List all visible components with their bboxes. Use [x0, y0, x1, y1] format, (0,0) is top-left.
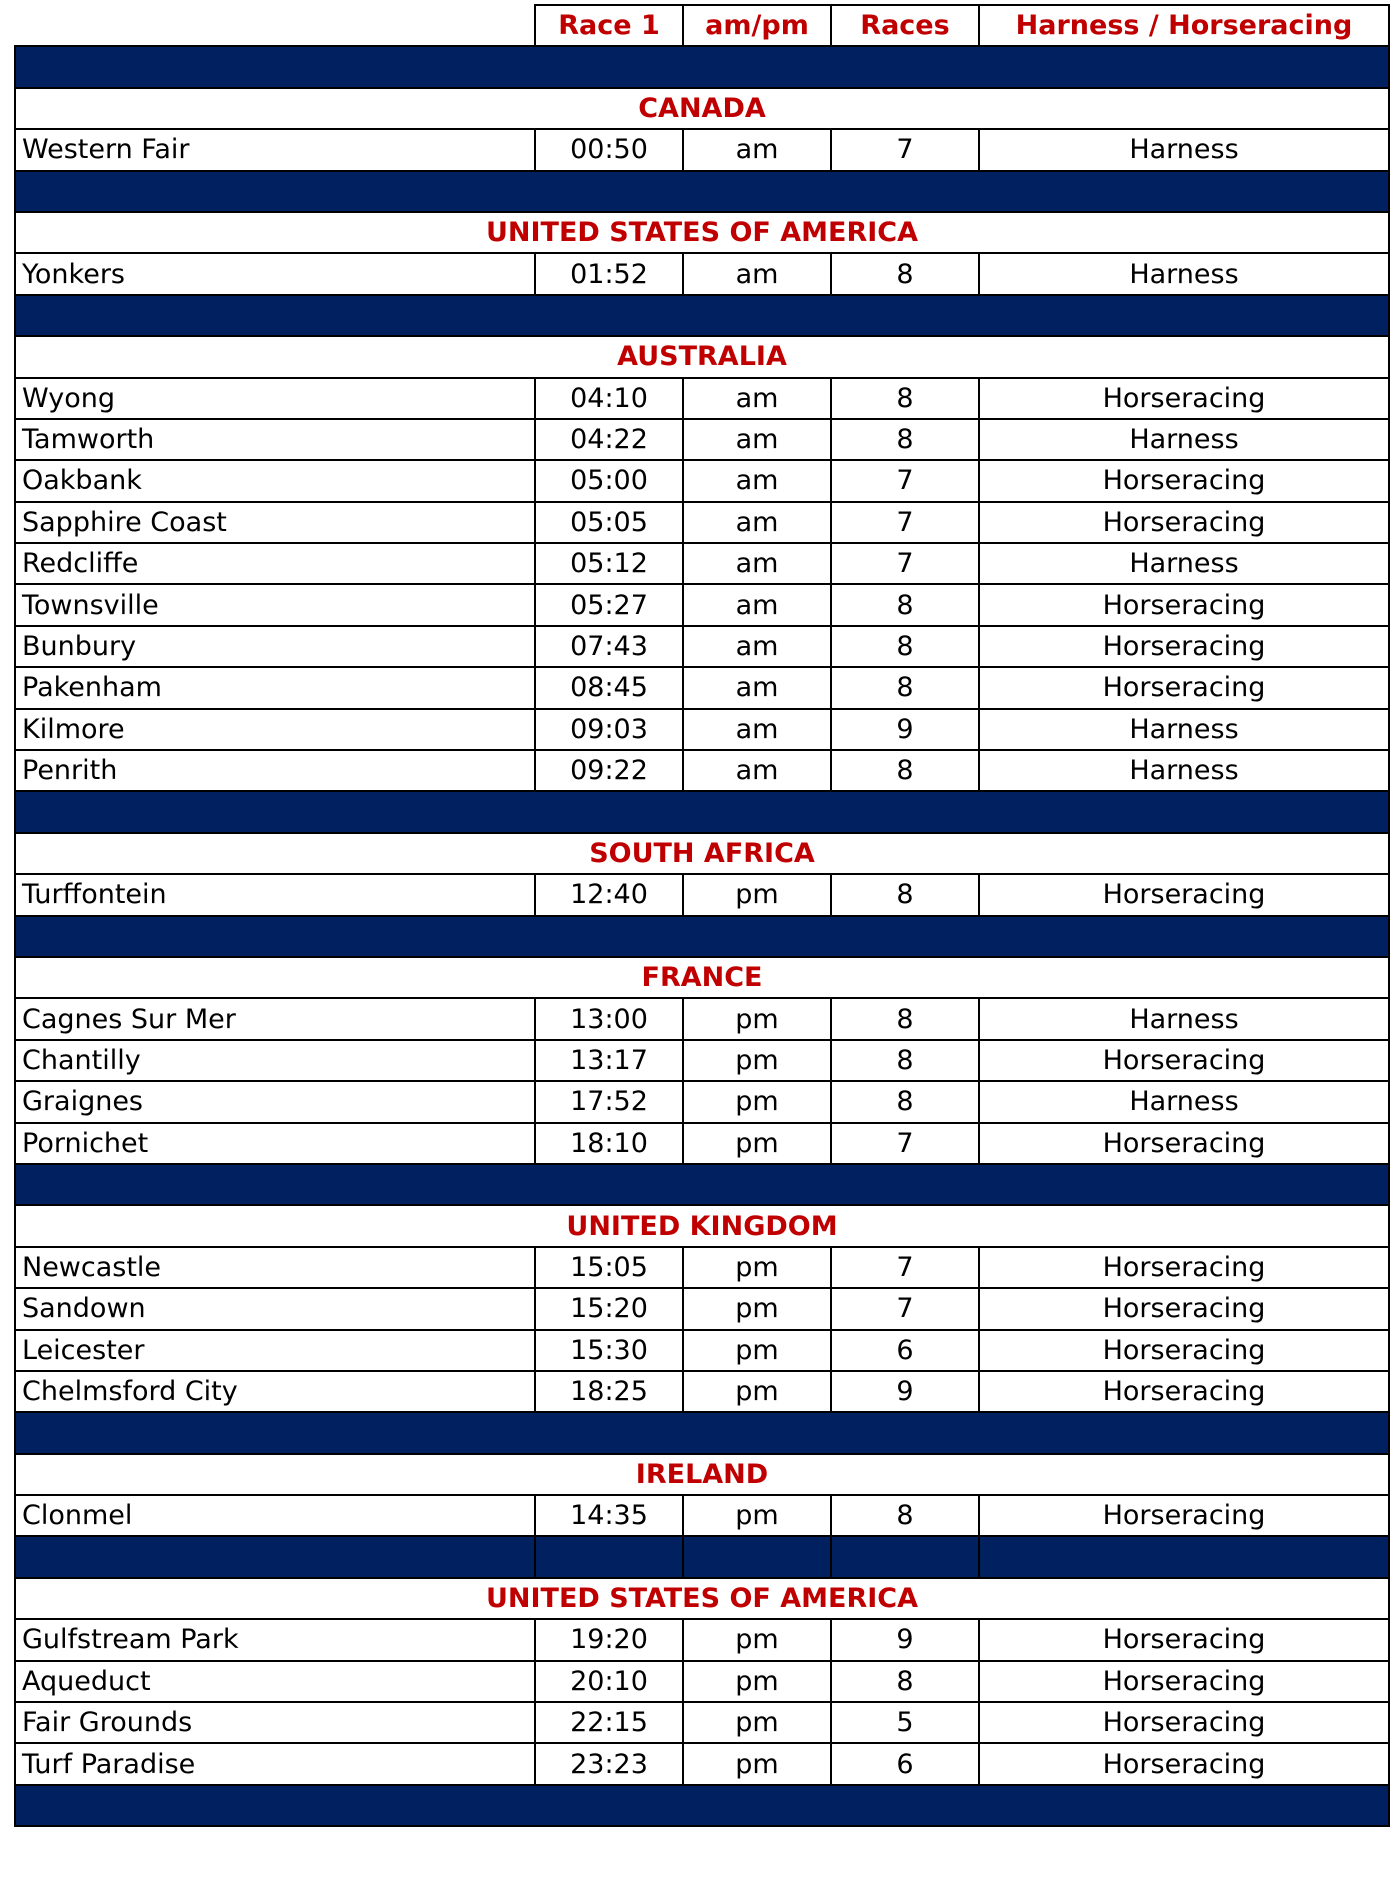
venue-cell: Penrith: [15, 750, 535, 791]
race-type-cell: Horseracing: [979, 1123, 1389, 1164]
ampm-cell: pm: [683, 874, 831, 915]
race-count-cell: 8: [831, 1495, 979, 1536]
divider-band-cell: [979, 1536, 1389, 1577]
race-type-cell: Horseracing: [979, 1495, 1389, 1536]
ampm-cell: am: [683, 129, 831, 170]
race-row: [15, 378, 1389, 419]
race-row: [15, 709, 1389, 750]
country-heading-row: [15, 957, 1389, 998]
race-count-cell: 7: [831, 502, 979, 543]
venue-cell: Pakenham: [15, 667, 535, 708]
race-count-cell: 5: [831, 1702, 979, 1743]
venue-cell: Gulfstream Park: [15, 1619, 535, 1660]
first-race-time-cell: 05:27: [535, 584, 683, 625]
race-row: [15, 1495, 1389, 1536]
venue-cell: Kilmore: [15, 709, 535, 750]
country-heading: FRANCE: [15, 957, 1389, 998]
header-race1: Race 1: [535, 5, 683, 46]
divider-band-cell: [535, 1536, 683, 1577]
divider-band: [15, 1164, 1389, 1205]
divider-band: [15, 916, 1389, 957]
ampm-cell: pm: [683, 1702, 831, 1743]
race-type-cell: Horseracing: [979, 1702, 1389, 1743]
venue-cell: Fair Grounds: [15, 1702, 535, 1743]
first-race-time-cell: 05:05: [535, 502, 683, 543]
venue-cell: Aqueduct: [15, 1661, 535, 1702]
country-heading-row: [15, 833, 1389, 874]
first-race-time-cell: 00:50: [535, 129, 683, 170]
venue-cell: Bunbury: [15, 626, 535, 667]
race-type-cell: Horseracing: [979, 1619, 1389, 1660]
race-count-cell: 6: [831, 1743, 979, 1784]
race-row: [15, 253, 1389, 294]
race-row: [15, 1619, 1389, 1660]
country-heading: UNITED KINGDOM: [15, 1205, 1389, 1246]
venue-cell: Newcastle: [15, 1247, 535, 1288]
race-row: [15, 1743, 1389, 1784]
race-count-cell: 8: [831, 1040, 979, 1081]
venue-cell: Oakbank: [15, 460, 535, 501]
race-type-cell: Horseracing: [979, 584, 1389, 625]
race-row: [15, 1330, 1389, 1371]
header-ampm: am/pm: [683, 5, 831, 46]
ampm-cell: pm: [683, 1495, 831, 1536]
first-race-time-cell: 09:03: [535, 709, 683, 750]
race-count-cell: 7: [831, 460, 979, 501]
race-type-cell: Harness: [979, 1081, 1389, 1122]
venue-cell: Clonmel: [15, 1495, 535, 1536]
race-type-cell: Harness: [979, 709, 1389, 750]
ampm-cell: pm: [683, 1619, 831, 1660]
ampm-cell: am: [683, 502, 831, 543]
country-heading-row: [15, 88, 1389, 129]
venue-cell: Sandown: [15, 1288, 535, 1329]
race-type-cell: Horseracing: [979, 1288, 1389, 1329]
venue-cell: Townsville: [15, 584, 535, 625]
schedule-body: [15, 5, 1389, 1826]
race-type-cell: Horseracing: [979, 1371, 1389, 1412]
ampm-cell: am: [683, 460, 831, 501]
race-type-cell: Horseracing: [979, 1661, 1389, 1702]
divider-band-cell: [15, 916, 1389, 957]
country-heading: SOUTH AFRICA: [15, 833, 1389, 874]
ampm-cell: pm: [683, 1371, 831, 1412]
race-row: [15, 584, 1389, 625]
header-races: Races: [831, 5, 979, 46]
first-race-time-cell: 12:40: [535, 874, 683, 915]
divider-band: [15, 1412, 1389, 1453]
race-count-cell: 8: [831, 1661, 979, 1702]
country-heading: IRELAND: [15, 1454, 1389, 1495]
country-heading: AUSTRALIA: [15, 336, 1389, 377]
ampm-cell: am: [683, 709, 831, 750]
header-row: [15, 5, 1389, 46]
divider-band-cell: [15, 1536, 535, 1577]
divider-band: [15, 46, 1389, 87]
race-count-cell: 8: [831, 584, 979, 625]
ampm-cell: pm: [683, 1288, 831, 1329]
first-race-time-cell: 01:52: [535, 253, 683, 294]
venue-cell: Western Fair: [15, 129, 535, 170]
race-count-cell: 8: [831, 253, 979, 294]
race-count-cell: 9: [831, 1619, 979, 1660]
divider-band: [15, 791, 1389, 832]
divider-band-cell: [15, 1164, 1389, 1205]
venue-cell: Redcliffe: [15, 543, 535, 584]
race-row: [15, 502, 1389, 543]
country-heading-row: [15, 1578, 1389, 1619]
race-count-cell: 8: [831, 626, 979, 667]
first-race-time-cell: 13:00: [535, 998, 683, 1039]
venue-cell: Turffontein: [15, 874, 535, 915]
country-heading: UNITED STATES OF AMERICA: [15, 1578, 1389, 1619]
race-type-cell: Horseracing: [979, 874, 1389, 915]
race-count-cell: 8: [831, 874, 979, 915]
country-heading-row: [15, 1454, 1389, 1495]
race-row: [15, 1247, 1389, 1288]
race-row: [15, 667, 1389, 708]
venue-cell: Leicester: [15, 1330, 535, 1371]
divider-band: [15, 1536, 1389, 1577]
country-heading-row: [15, 1205, 1389, 1246]
divider-band-cell: [831, 1536, 979, 1577]
header-type: Harness / Horseracing: [979, 5, 1389, 46]
ampm-cell: am: [683, 667, 831, 708]
race-row: [15, 460, 1389, 501]
header-blank-cell: [15, 5, 535, 46]
first-race-time-cell: 15:05: [535, 1247, 683, 1288]
race-type-cell: Horseracing: [979, 1040, 1389, 1081]
first-race-time-cell: 22:15: [535, 1702, 683, 1743]
first-race-time-cell: 04:22: [535, 419, 683, 460]
ampm-cell: am: [683, 378, 831, 419]
race-type-cell: Horseracing: [979, 502, 1389, 543]
race-row: [15, 998, 1389, 1039]
venue-cell: Cagnes Sur Mer: [15, 998, 535, 1039]
race-type-cell: Harness: [979, 543, 1389, 584]
first-race-time-cell: 07:43: [535, 626, 683, 667]
ampm-cell: pm: [683, 1040, 831, 1081]
venue-cell: Tamworth: [15, 419, 535, 460]
race-count-cell: 7: [831, 543, 979, 584]
ampm-cell: pm: [683, 1743, 831, 1784]
race-row: [15, 1288, 1389, 1329]
race-schedule-table: [14, 4, 1390, 1827]
first-race-time-cell: 23:23: [535, 1743, 683, 1784]
race-type-cell: Horseracing: [979, 626, 1389, 667]
ampm-cell: am: [683, 584, 831, 625]
first-race-time-cell: 05:12: [535, 543, 683, 584]
divider-band: [15, 1785, 1389, 1826]
first-race-time-cell: 20:10: [535, 1661, 683, 1702]
race-row: [15, 1081, 1389, 1122]
race-count-cell: 7: [831, 1123, 979, 1164]
venue-cell: Yonkers: [15, 253, 535, 294]
ampm-cell: am: [683, 626, 831, 667]
race-type-cell: Horseracing: [979, 460, 1389, 501]
divider-band-cell: [15, 791, 1389, 832]
divider-band-cell: [683, 1536, 831, 1577]
race-count-cell: 6: [831, 1330, 979, 1371]
first-race-time-cell: 09:22: [535, 750, 683, 791]
race-count-cell: 8: [831, 419, 979, 460]
ampm-cell: pm: [683, 1247, 831, 1288]
venue-cell: Chantilly: [15, 1040, 535, 1081]
divider-band-cell: [15, 1412, 1389, 1453]
ampm-cell: pm: [683, 1661, 831, 1702]
race-row: [15, 750, 1389, 791]
ampm-cell: am: [683, 543, 831, 584]
country-heading-row: [15, 336, 1389, 377]
first-race-time-cell: 13:17: [535, 1040, 683, 1081]
race-count-cell: 8: [831, 998, 979, 1039]
race-row: [15, 874, 1389, 915]
race-count-cell: 8: [831, 378, 979, 419]
ampm-cell: am: [683, 253, 831, 294]
divider-band-cell: [15, 46, 1389, 87]
race-count-cell: 7: [831, 1288, 979, 1329]
race-row: [15, 1702, 1389, 1743]
race-row: [15, 626, 1389, 667]
race-type-cell: Harness: [979, 998, 1389, 1039]
venue-cell: Graignes: [15, 1081, 535, 1122]
venue-cell: Wyong: [15, 378, 535, 419]
race-type-cell: Harness: [979, 750, 1389, 791]
ampm-cell: am: [683, 419, 831, 460]
divider-band-cell: [15, 171, 1389, 212]
country-heading: UNITED STATES OF AMERICA: [15, 212, 1389, 253]
venue-cell: Turf Paradise: [15, 1743, 535, 1784]
divider-band-cell: [15, 295, 1389, 336]
race-row: [15, 1123, 1389, 1164]
race-count-cell: 9: [831, 1371, 979, 1412]
first-race-time-cell: 17:52: [535, 1081, 683, 1122]
race-count-cell: 8: [831, 750, 979, 791]
venue-cell: Sapphire Coast: [15, 502, 535, 543]
venue-cell: Chelmsford City: [15, 1371, 535, 1412]
race-count-cell: 8: [831, 667, 979, 708]
first-race-time-cell: 19:20: [535, 1619, 683, 1660]
ampm-cell: pm: [683, 1330, 831, 1371]
race-count-cell: 7: [831, 1247, 979, 1288]
first-race-time-cell: 18:10: [535, 1123, 683, 1164]
race-type-cell: Horseracing: [979, 667, 1389, 708]
race-row: [15, 543, 1389, 584]
race-row: [15, 129, 1389, 170]
first-race-time-cell: 15:20: [535, 1288, 683, 1329]
first-race-time-cell: 14:35: [535, 1495, 683, 1536]
race-type-cell: Horseracing: [979, 1330, 1389, 1371]
ampm-cell: am: [683, 750, 831, 791]
country-heading-row: [15, 212, 1389, 253]
race-row: [15, 1661, 1389, 1702]
race-type-cell: Harness: [979, 129, 1389, 170]
race-type-cell: Horseracing: [979, 1743, 1389, 1784]
country-heading: CANADA: [15, 88, 1389, 129]
venue-cell: Pornichet: [15, 1123, 535, 1164]
race-count-cell: 8: [831, 1081, 979, 1122]
first-race-time-cell: 15:30: [535, 1330, 683, 1371]
first-race-time-cell: 18:25: [535, 1371, 683, 1412]
ampm-cell: pm: [683, 1123, 831, 1164]
first-race-time-cell: 08:45: [535, 667, 683, 708]
race-row: [15, 1371, 1389, 1412]
divider-band: [15, 295, 1389, 336]
divider-band-cell: [15, 1785, 1389, 1826]
first-race-time-cell: 05:00: [535, 460, 683, 501]
ampm-cell: pm: [683, 1081, 831, 1122]
race-type-cell: Harness: [979, 253, 1389, 294]
race-row: [15, 419, 1389, 460]
race-type-cell: Harness: [979, 419, 1389, 460]
ampm-cell: pm: [683, 998, 831, 1039]
race-count-cell: 9: [831, 709, 979, 750]
race-type-cell: Horseracing: [979, 378, 1389, 419]
race-type-cell: Horseracing: [979, 1247, 1389, 1288]
first-race-time-cell: 04:10: [535, 378, 683, 419]
divider-band: [15, 171, 1389, 212]
race-row: [15, 1040, 1389, 1081]
race-count-cell: 7: [831, 129, 979, 170]
